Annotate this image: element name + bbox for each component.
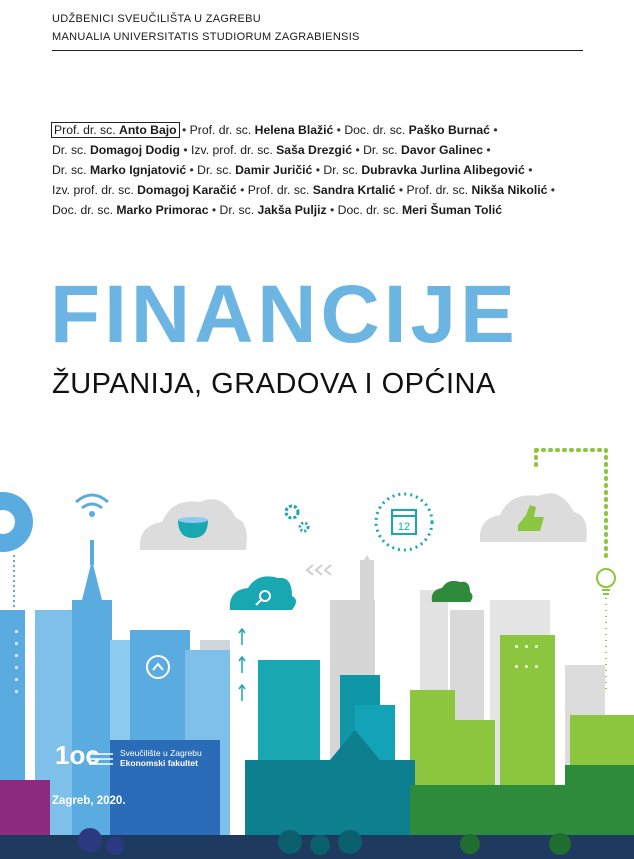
author-title: Doc. dr. sc. (337, 203, 399, 217)
author-line (52, 140, 592, 160)
university-logo (55, 740, 115, 774)
author-separator: • (181, 123, 187, 137)
author-line (52, 120, 592, 140)
author-separator: • (329, 203, 335, 217)
author-entry (52, 123, 179, 137)
author-name: Marko Primorac (116, 203, 209, 217)
author-entry (363, 143, 483, 157)
author-name: Anto Bajo (119, 123, 177, 137)
author-entry (190, 123, 334, 137)
author-title: Doc. dr. sc. (344, 123, 406, 137)
book-subtitle: ŽUPANIJA, GRADOVA I OPĆINA (52, 368, 496, 400)
author-entry (248, 183, 396, 197)
thumbs-up-cloud-icon (480, 493, 587, 542)
author-name: Paško Burnać (408, 123, 490, 137)
author-entry (407, 183, 548, 197)
author-title: Dr. sc. (219, 203, 255, 217)
author-entry (191, 143, 352, 157)
author-entry (338, 203, 502, 217)
publisher-name (120, 748, 202, 768)
author-name: Domagoj Karačić (137, 183, 237, 197)
location-pin-icon (0, 492, 33, 610)
author-separator: • (398, 183, 404, 197)
author-title: Dr. sc. (323, 163, 358, 177)
book-title: FINANCIJE (50, 269, 519, 360)
author-name: Helena Blažić (254, 123, 334, 137)
author-line (52, 160, 592, 180)
author-entry (52, 163, 186, 177)
author-name: Meri Šuman Tolić (402, 203, 503, 217)
author-entry (52, 183, 237, 197)
author-separator: • (336, 123, 341, 137)
author-title: Izv. prof. dr. sc. (52, 183, 134, 197)
author-entry (52, 203, 208, 217)
author-title: Izv. prof. dr. sc. (191, 143, 273, 157)
series-line-latin: MANUALIA UNIVERSITATIS STUDIORUM ZAGRABIENSIS (52, 31, 360, 43)
gear-icon (286, 506, 308, 531)
author-name: Nikša Nikolić (471, 183, 548, 197)
author-list (52, 120, 592, 220)
author-title: Prof. dr. sc. (406, 183, 469, 197)
svg-text:1oc: 1oc (55, 740, 100, 770)
author-name: Sandra Krtalić (312, 183, 396, 197)
publisher-line2: Ekonomski fakultet (120, 758, 198, 768)
author-title: Dr. sc. (197, 163, 232, 177)
author-title: Dr. sc. (52, 143, 87, 157)
author-name: Jakša Puljiz (257, 203, 327, 217)
author-separator: • (315, 163, 321, 177)
author-separator: • (493, 123, 498, 137)
series-line-croatian: UDŽBENICI SVEUČILIŠTA U ZAGREBU (52, 13, 261, 25)
author-name: Domagoj Dodig (89, 143, 180, 157)
coffee-cloud-icon (140, 499, 247, 550)
series-header (52, 10, 360, 46)
place-year: Zagreb, 2020. (52, 795, 126, 807)
author-separator: • (211, 203, 217, 217)
author-title: Prof. dr. sc. (54, 123, 116, 137)
author-title: Prof. dr. sc. (247, 183, 310, 197)
author-name: Damir Juričić (235, 163, 313, 177)
header-divider (52, 50, 583, 51)
author-separator: • (240, 183, 245, 197)
author-entry (344, 123, 490, 137)
author-line (52, 180, 592, 200)
author-title: Dr. sc. (363, 143, 398, 157)
search-cloud-icon (230, 576, 296, 610)
author-name: Davor Galinec (401, 143, 484, 157)
author-entry (323, 163, 524, 177)
author-separator: • (550, 183, 556, 197)
author-title: Prof. dr. sc. (189, 123, 252, 137)
author-separator: • (183, 143, 188, 157)
up-arrows-icon (239, 629, 245, 701)
gray-spire (360, 560, 374, 620)
author-entry (197, 163, 312, 177)
calendar-day: 12 (397, 521, 411, 533)
author-name: Dubravka Jurlina Alibegović (361, 163, 525, 177)
author-line (52, 200, 592, 220)
author-name: Marko Ignjatović (89, 163, 187, 177)
author-separator: • (189, 163, 194, 177)
author-title: Doc. dr. sc. (52, 203, 113, 217)
author-name: Saša Drezgić (276, 143, 353, 157)
author-separator: • (355, 143, 360, 157)
publisher-line1: Sveučilište u Zagrebu (120, 748, 202, 758)
author-title: Dr. sc. (52, 163, 87, 177)
author-entry (52, 143, 180, 157)
chevrons-left-icon (307, 565, 331, 575)
green-cloud-icon (432, 581, 473, 602)
author-separator: • (486, 143, 491, 157)
calendar-icon (376, 494, 432, 550)
blue-tower (72, 600, 112, 859)
wifi-icon (76, 495, 108, 517)
author-entry (220, 203, 327, 217)
author-separator: • (528, 163, 533, 177)
